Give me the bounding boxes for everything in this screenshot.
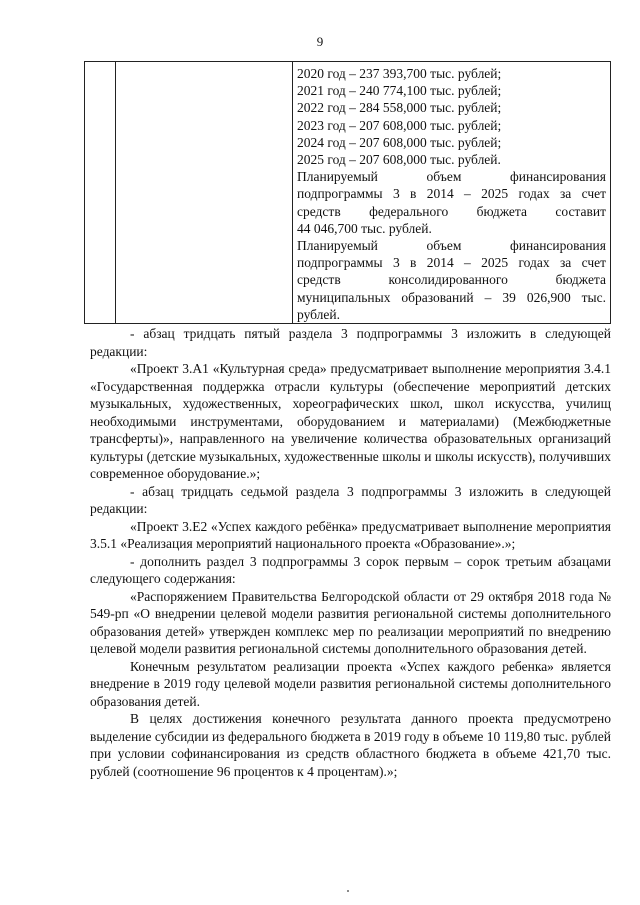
paragraph: В целях достижения конечного результата данного проекта предусмотрено выделение субсидии из федерального бюджета в 2019 году в объеме 10 119,80 тыс. рублей при условии софинансирования из средств областного бюджета в объеме 421,70 тыс. рублей (соотношение 96 процентов к 4 процентам).»; [90, 711, 611, 779]
year-line: 2025 год – 207 608,000 тыс. рублей. [297, 152, 501, 168]
year-line: 2024 год – 207 608,000 тыс. рублей; [297, 134, 502, 150]
paragraph: - абзац тридцать седьмой раздела 3 подпрограммы 3 изложить в следующей [130, 483, 611, 499]
paragraph: - абзац тридцать пятый раздела 3 подпрограммы 3 изложить в следующей [130, 326, 611, 341]
paragraph: «Проект 3.Е2 «Успех каждого ребёнка» предусматривает выполнение мероприятия 3.5.1 «Реализация мероприятий национального проекта «Образование».»; [90, 518, 611, 551]
municipal-line: средств консолидированного бюджета [297, 272, 606, 288]
financing-table [84, 61, 611, 324]
year-line: 2021 год – 240 774,100 тыс. рублей; [297, 83, 502, 99]
municipal-line: рублей. [297, 306, 341, 322]
paragraph: редакции: [90, 501, 148, 516]
federal-line: средств федерального бюджета составит [297, 203, 606, 219]
paragraph: «Проект 3.А1 «Культурная среда» предусматривает выполнение мероприятия 3.4.1 «Государственная поддержка отрасли культуры (обеспечение мероприятий детских музыкальных, художественных, хореографических школ, школ искусства, училищ необходимыми инструментами, оборудованием и материалами) (Межбюджетные трансферты)», направленного на увеличение количества образовательных организаций культуры (детские музыкальных, художественные школы и школы искусств), получивших современное оборудование.»; [90, 361, 611, 481]
federal-line: подпрограммы 3 в 2014 – 2025 годах за счет [297, 186, 606, 202]
paragraph: «Распоряжением Правительства Белгородской области от 29 октября 2018 года № 549-рп «О внедрении целевой модели развития региональной системы дополнительного образования детей» утвержден комплекс мер по реализации мероприятий по внедрению целевой модели развития региональной системы дополнительного образования детей. [90, 588, 611, 656]
year-line: 2023 год – 207 608,000 тыс. рублей; [297, 117, 502, 133]
municipal-line: подпрограммы 3 в 2014 – 2025 годах за счет [297, 255, 606, 271]
scan-speck [347, 890, 349, 892]
paragraph: - дополнить раздел 3 подпрограммы 3 сорок первым – сорок третьим абзацами следующего содержания: [90, 553, 611, 586]
municipal-line: муниципальных образований – 39 026,900 тыс. [297, 289, 606, 305]
financing-cell [297, 65, 606, 323]
table-column-divider [115, 62, 116, 323]
paragraph: редакции: [90, 343, 148, 359]
year-line: 2020 год – 237 393,700 тыс. рублей; [297, 66, 502, 81]
document-body [90, 325, 611, 780]
year-line: 2022 год – 284 558,000 тыс. рублей; [297, 100, 502, 116]
page-number: 9 [316, 34, 324, 49]
municipal-line: Планируемый объем финансирования [297, 238, 606, 254]
federal-line: Планируемый объем финансирования [297, 169, 606, 185]
paragraph: Конечным результатом реализации проекта «Успех каждого ребенка» является внедрение в 2019 году целевой модели развития региональной системы дополнительного образования детей. [90, 658, 611, 709]
federal-line: 44 046,700 тыс. рублей. [297, 220, 432, 236]
table-column-divider [292, 62, 293, 323]
